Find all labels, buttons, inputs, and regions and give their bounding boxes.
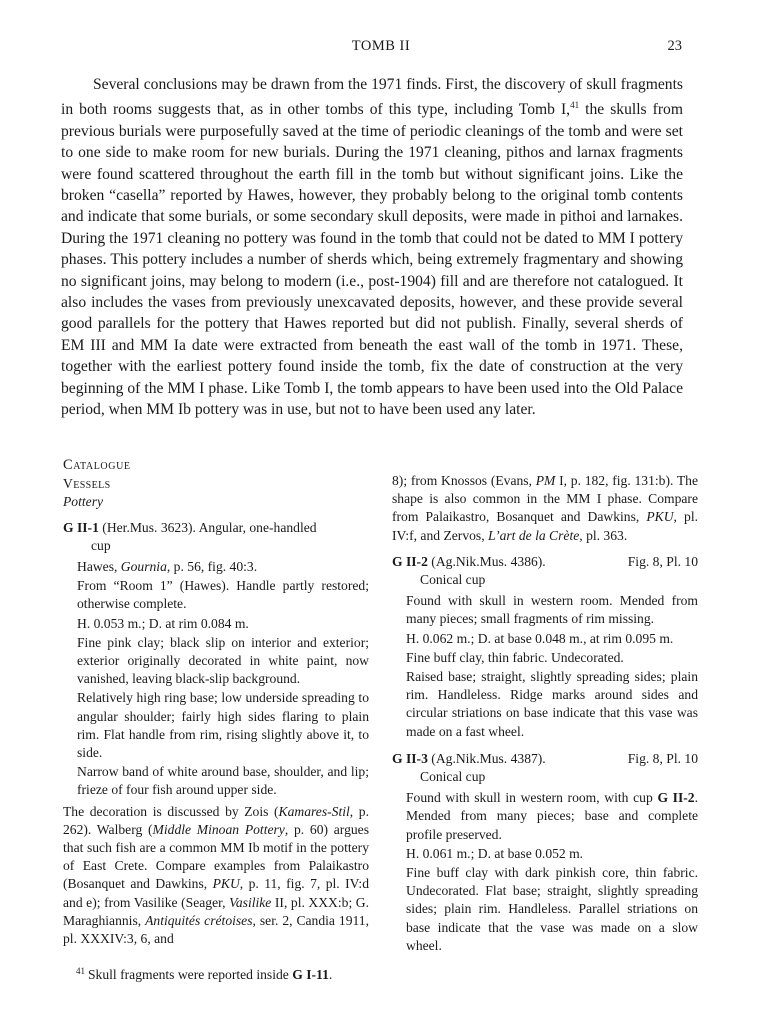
entry-g-ii-3-body — [392, 789, 698, 955]
entry-dimensions: H. 0.061 m.; D. at base 0.052 m. — [406, 845, 584, 861]
entry-name: Conical cup — [420, 769, 486, 785]
running-header: TOMB II — [351, 38, 411, 54]
entry-id: G II-2 — [392, 553, 428, 569]
entry-discussion-continued: 8); from Knossos (Evans, PM I, p. 182, fig. 131:b). The shape is also common in the MM I phase. Compare from Palaikastro, Bosanquet and Dawkins, PKU, pl. IV:f, and Zervos, L’art de la Crète, pl. 363. — [392, 473, 698, 543]
intro-text-2: the skulls from previous burials were purposefully saved at the time of periodic cleanings of the tomb and were set to one side to make room for new burials. During the 1971 cleaning, pithos and larnax fragments were found scattered throughout the earth fill in the tomb but without significant joins. Like the broken “casella” reported by Hawes, however, they probably belong to the original tomb contents and indicate that some burials, or some secondary skull deposits, were made in pithoi and larnakes. During the 1971 cleaning no pottery was found in the tomb that could not be dated to MM I pottery phases. This pottery includes a number of sherds which, being extremely fragmentary and showing no significant joins, may belong to modern (i.e., post-1904) fill and are therefore not catalogued. It also includes the vases from previously unexcavated deposits, however, and these provide several good parallels for the pottery that Hawes reported but did not publish. Finally, several sherds of EM III and MM Ia date were extracted from beneath the east wall of the tomb in 1971. These, together with the earliest pottery found inside the tomb, fix the date of construction at the very beginning of the MM I phase. Like Tomb I, the tomb appears to have been used into the Old Palace period, when MM Ib pottery was in use, but not to have been used any later. — [61, 101, 683, 419]
footnote-number: 41 — [76, 966, 85, 976]
vessels-heading: Vessels — [63, 476, 111, 492]
figure-reference: Fig. 8, Pl. 10 — [627, 750, 698, 766]
left-column — [63, 456, 369, 948]
page-number: 23 — [667, 38, 682, 54]
entry-discussion: The decoration is discussed by Zois (Kamares-Stil, p. 262). Walberg (Middle Minoan Pottery, p. 60) argues that such fish are a common MM Ib motif in the pottery of East Crete. Compare examples from Palaikastro (Bosanquet and Dawkins, PKU, p. 11, fig. 7, pl. IV:d and e); from Vasilike (Seager, Vasilike II, pl. XXX:b; G. Maraghiannis, Antiquités crétoises, ser. 2, Candia 1911, pl. XXXIV:3, 6, and — [63, 803, 370, 947]
entry-dimensions: H. 0.053 m.; D. at rim 0.084 m. — [77, 615, 249, 631]
entry-dimensions: H. 0.062 m.; D. at base 0.048 m., at rim 0.095 m. — [406, 630, 674, 646]
entry-fabric: Fine buff clay with dark pinkish core, thin fabric. Undecorated. Flat base; straight, slightly spreading sides; plain rim. Handleless. Parallel striations on base indicate that the vase was made on a slow wheel. — [406, 865, 698, 953]
entry-reference: Hawes, Gournia, p. 56, fig. 40:3. — [77, 559, 258, 575]
pottery-heading: Pottery — [63, 494, 104, 510]
entry-fabric: Fine buff clay, thin fabric. Undecorated. — [406, 649, 624, 665]
intro-text-1: Several conclusions may be drawn from the 1971 finds. First, the discovery of skull fragments in both rooms suggests that, as in other tombs of this type, including Tomb I, — [61, 76, 683, 119]
entry-shape: Raised base; straight, slightly spreading sides; plain rim. Handleless. Ridge marks around sides and circular striations on base indicate that this vase was made on a fast wheel. — [406, 669, 698, 739]
entry-id: G II-1 — [63, 519, 99, 535]
entry-fabric: Fine pink clay; black slip on interior and exterior; exterior originally decorated in white paint, now vanished, leaving black-slip background. — [77, 634, 369, 687]
entry-provenance: Found with skull in western room. Mended from many pieces; small fragments of rim missing. — [406, 593, 698, 627]
entry-name: cup — [91, 537, 111, 553]
footnote-reference: 41 — [570, 100, 580, 111]
entry-g-ii-3-head — [392, 750, 698, 768]
entry-name: Conical cup — [420, 572, 486, 588]
entry-museum: (Her.Mus. 3623). Angular, one-handled — [102, 519, 317, 535]
entry-shape: Relatively high ring base; low underside spreading to angular shoulder; fairly high sides flaring to plain rim. Flat handle from rim, rising slightly above it, to side. — [77, 690, 369, 761]
entry-id: G II-3 — [392, 750, 428, 766]
entry-decoration: Narrow band of white around base, shoulder, and lip; frieze of four fish around upper side. — [77, 764, 369, 798]
footnote: $^{41}$ Skull fragments were reported inside G I-11. — [76, 966, 333, 982]
footnote-ref: G I-11 — [292, 967, 329, 982]
entry-provenance: Found with skull in western room, with cup G II-2. Mended from many pieces; base and complete profile preserved. — [406, 790, 698, 842]
right-column — [392, 472, 698, 956]
entry-g-ii-1-head — [63, 519, 369, 537]
entry-g-ii-2-head — [392, 553, 698, 571]
entry-g-ii-2-body — [392, 592, 698, 741]
entry-museum: (Ag.Nik.Mus. 4386). — [431, 553, 546, 569]
entry-g-ii-1-body — [63, 558, 369, 800]
entry-provenance: From “Room 1” (Hawes). Handle partly restored; otherwise complete. — [77, 578, 369, 612]
footnote-text: Skull fragments were reported inside — [88, 967, 293, 982]
entry-museum: (Ag.Nik.Mus. 4387). — [431, 750, 546, 766]
catalogue-heading: Catalogue — [63, 457, 131, 473]
figure-reference: Fig. 8, Pl. 10 — [627, 553, 698, 569]
intro-paragraph — [61, 74, 683, 421]
